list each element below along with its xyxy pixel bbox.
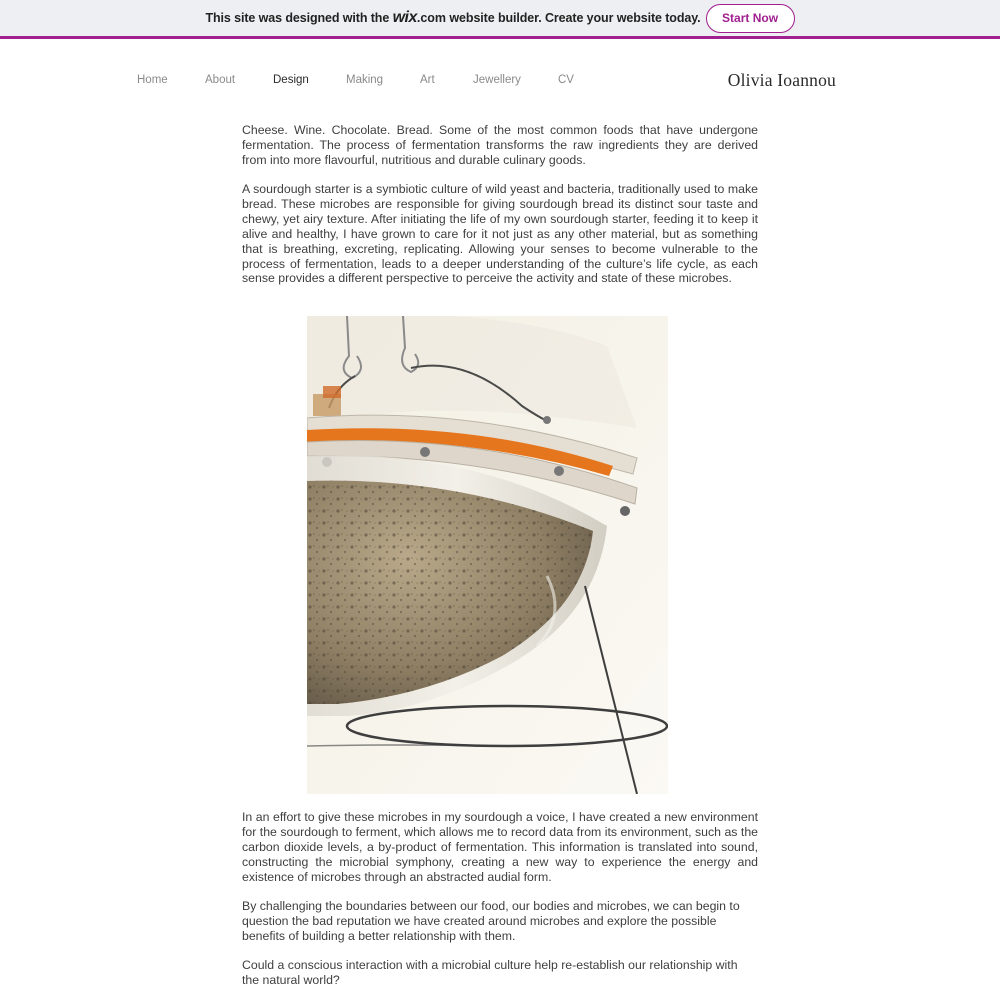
paragraph-sourdough-starter: A sourdough starter is a symbiotic culture of wild yeast and bacteria, traditionally used to make bread. These microbes are responsible for giving sourdough bread its distinct sour taste and chewy, yet airy texture. After initiating the life of my own sourdough starter, feeding it to keep it alive and healthy, I have grown to care for it not just as any other material, but as something that is breathing, excreting, replicating. Allowing your senses to become vulnerable to the process of fermentation, leads to a deeper understanding of the culture’s life cycle, as each sense provides a different perspective to perceive the activity and state of these microbes. <box>242 182 758 286</box>
paragraph-fermentation-intro: Cheese. Wine. Chocolate. Bread. Some of the most common foods that have undergone fermentation. The process of fermentation transforms the raw ingredients they are derived from into more flavourful, nutritious and durable culinary goods. <box>242 123 758 167</box>
nav-item-art[interactable]: Art <box>420 74 435 86</box>
sourdough-vessel-illustration <box>307 316 668 794</box>
wix-logo-com: .com <box>416 11 447 25</box>
wix-promo-banner <box>0 0 1000 39</box>
nav-item-cv[interactable]: CV <box>558 74 574 86</box>
nav-item-making[interactable]: Making <box>346 74 384 86</box>
wix-logo[interactable] <box>393 9 446 26</box>
nav-item-jewellery[interactable]: Jewellery <box>473 74 521 86</box>
banner-text <box>205 9 700 27</box>
start-now-button[interactable]: Start Now <box>706 4 795 33</box>
banner-text-after: website builder. Create your website today. <box>446 11 701 25</box>
paragraph-microbial-symphony: In an effort to give these microbes in my sourdough a voice, I have created a new environment for the sourdough to ferment, which allows me to record data from its environment, such as the carbon dioxide levels, a by-product of fermentation. This information is translated into sound, constructing the microbial symphony, creating a new way to experience the energy and existence of microbes through an abstracted audial form. <box>242 810 758 884</box>
site-title[interactable]: Olivia Ioannou <box>727 70 836 90</box>
nav-item-design[interactable]: Design <box>273 74 309 86</box>
nav-item-about[interactable]: About <box>205 74 236 86</box>
main-nav <box>0 74 1000 90</box>
paragraph-challenging-boundaries: By challenging the boundaries between our food, our bodies and microbes, we can begin to question the bad reputation we have created around microbes and explore the possible benefits of building a better relationship with them. <box>242 899 740 943</box>
sourdough-vessel-photo <box>307 316 668 794</box>
paragraph-closing-question: Could a conscious interaction with a microbial culture help re-establish our relationship with the natural world? <box>242 958 738 987</box>
banner-text-before: This site was designed with the <box>205 11 393 25</box>
wix-logo-mark: wix <box>392 9 417 26</box>
nav-item-home[interactable]: Home <box>137 74 168 86</box>
